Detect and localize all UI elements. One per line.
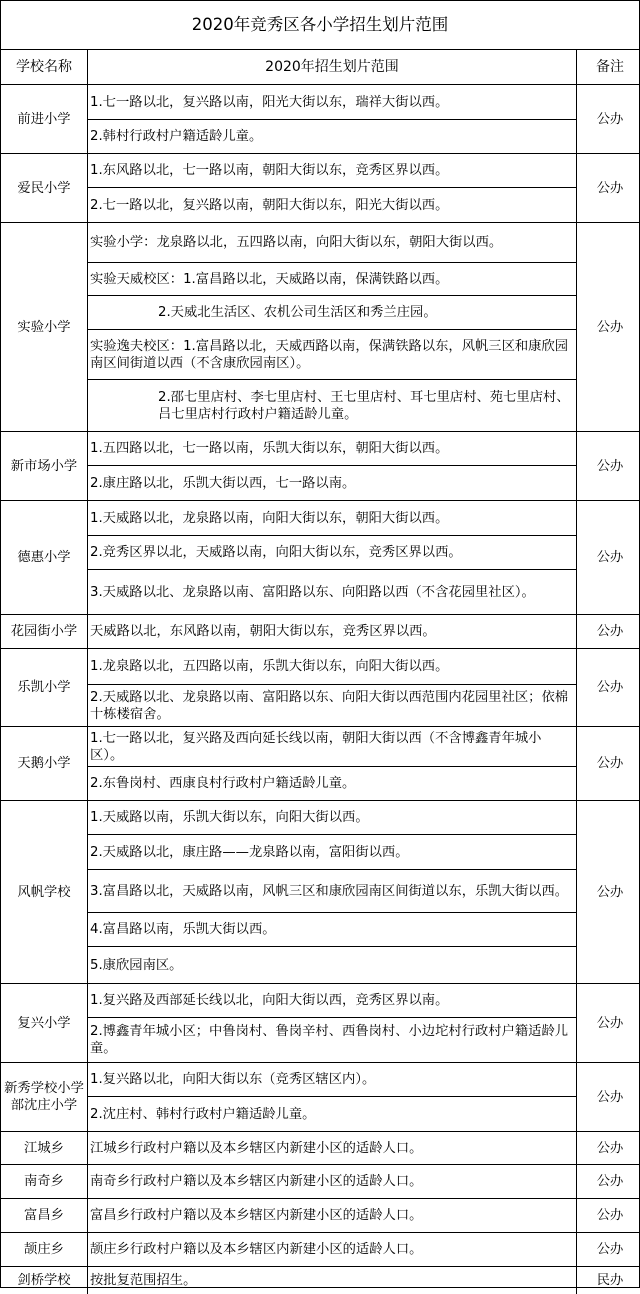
table-row — [1, 85, 640, 120]
note-cell: 公办 — [577, 649, 640, 727]
table-row — [1, 649, 640, 685]
table-row — [1, 501, 640, 536]
range-cell: 实验逸夫校区：1.富昌路以北，天威西路以南，保满铁路以东，风帆三区和康欣园南区间街道以西（不含康欣园南区）。 — [88, 330, 577, 380]
table-row — [1, 466, 640, 501]
table-row — [1, 801, 640, 835]
range-cell: 1.龙泉路以北，五四路以南，乐凯大街以东，向阳大街以西。 — [88, 649, 577, 685]
table-body — [1, 85, 640, 1294]
header-note: 备注 — [577, 50, 640, 85]
school-name-cell: 新市场小学 — [1, 432, 88, 501]
range-cell: 4.富昌路以南，乐凯大街以西。 — [88, 913, 577, 947]
table-row — [1, 263, 640, 296]
table-row — [1, 835, 640, 870]
school-name-cell: 花园街小学 — [1, 615, 88, 649]
range-cell: 2.天威北生活区、农机公司生活区和秀兰庄园。 — [88, 296, 577, 330]
table-row — [1, 615, 640, 649]
range-cell: 5.康欣园南区。 — [88, 947, 577, 984]
note-cell: 公办 — [577, 1233, 640, 1267]
range-cell: 1.五四路以北，七一路以南，乐凯大街以东，朝阳大街以西。 — [88, 432, 577, 466]
range-cell: 3.天威路以北、龙泉路以南、富阳路以东、向阳路以西（不含花园里社区）。 — [88, 570, 577, 615]
range-cell: 实验天威校区：1.富昌路以北，天威路以南，保满铁路以西。 — [88, 263, 577, 296]
range-cell: 1.东风路以北，七一路以南，朝阳大街以东，竞秀区界以西。 — [88, 154, 577, 188]
table-row — [1, 154, 640, 188]
note-cell: 公办 — [577, 432, 640, 501]
school-name-cell: 实验小学 — [1, 223, 88, 432]
table-row — [1, 296, 640, 330]
table-row — [1, 685, 640, 727]
table-row — [1, 380, 640, 432]
note-cell: 公办 — [577, 1199, 640, 1233]
range-cell: 1.复兴路及西部延长线以北，向阳大街以西，竞秀区界以南。 — [88, 984, 577, 1018]
table-row — [1, 913, 640, 947]
school-name-cell: 复兴小学 — [1, 984, 88, 1063]
header-school-name: 学校名称 — [1, 50, 88, 85]
range-cell: 2.沈庄村、韩村行政村户籍适龄儿童。 — [88, 1097, 577, 1132]
table-row — [1, 1199, 640, 1233]
table-row — [1, 120, 640, 154]
table-row — [1, 767, 640, 801]
range-cell: 实验小学：龙泉路以北，五四路以南，向阳大街以东，朝阳大街以西。 — [88, 223, 577, 263]
range-cell: 2.邵七里店村、李七里店村、王七里店村、耳七里店村、苑七里店村、吕七里店村行政村户籍适龄儿童。 — [88, 380, 577, 432]
school-name-cell: 江城乡 — [1, 1132, 88, 1165]
note-cell: 公办 — [577, 154, 640, 223]
range-cell: 2.东鲁岗村、西康良村行政村户籍适龄儿童。 — [88, 767, 577, 801]
school-name-cell: 爱民小学 — [1, 154, 88, 223]
note-cell: 民办 — [577, 1267, 640, 1294]
range-cell: 2.天威路以北、龙泉路以南、富阳路以东、向阳大街以西范围内花园里社区；依棉十栋楼宿舍。 — [88, 685, 577, 727]
school-name-cell: 新秀学校小学部沈庄小学 — [1, 1063, 88, 1132]
document-title: 2020年竞秀区各小学招生划片范围 — [1, 1, 639, 50]
table-row — [1, 727, 640, 767]
range-cell: 1.七一路以北，复兴路及西向延长线以南，朝阳大街以西（不含博鑫青年城小区）。 — [88, 727, 577, 767]
table-row — [1, 870, 640, 913]
note-cell: 公办 — [577, 85, 640, 154]
header-range: 2020年招生划片范围 — [88, 50, 577, 85]
table-row — [1, 1132, 640, 1165]
range-cell: 1.七一路以北，复兴路以南，阳光大街以东，瑞祥大街以西。 — [88, 85, 577, 120]
note-cell: 公办 — [577, 801, 640, 984]
note-cell: 公办 — [577, 1132, 640, 1165]
table-row — [1, 1097, 640, 1132]
school-name-cell: 风帆学校 — [1, 801, 88, 984]
range-cell: 天威路以北，东风路以南，朝阳大街以东，竞秀区界以西。 — [88, 615, 577, 649]
range-cell: 2.韩村行政村户籍适龄儿童。 — [88, 120, 577, 154]
note-cell: 公办 — [577, 727, 640, 801]
table-row — [1, 570, 640, 615]
table-row — [1, 1063, 640, 1097]
range-cell: 颉庄乡行政村户籍以及本乡辖区内新建小区的适龄人口。 — [88, 1233, 577, 1267]
school-name-cell: 颉庄乡 — [1, 1233, 88, 1267]
range-cell: 1.复兴路以北，向阳大街以东（竞秀区辖区内）。 — [88, 1063, 577, 1097]
note-cell: 公办 — [577, 1063, 640, 1132]
range-cell: 南奇乡行政村户籍以及本乡辖区内新建小区的适龄人口。 — [88, 1165, 577, 1199]
range-cell: 1.天威路以北，龙泉路以南，向阳大街以东，朝阳大街以西。 — [88, 501, 577, 536]
school-name-cell: 乐凯小学 — [1, 649, 88, 727]
table-row — [1, 1267, 640, 1294]
range-cell: 2.康庄路以北，乐凯大街以西，七一路以南。 — [88, 466, 577, 501]
table-row — [1, 330, 640, 380]
table-row — [1, 536, 640, 570]
note-cell: 公办 — [577, 223, 640, 432]
range-cell: 2.博鑫青年城小区；中鲁岗村、鲁岗辛村、西鲁岗村、小边坨村行政村户籍适龄儿童。 — [88, 1018, 577, 1063]
range-cell: 江城乡行政村户籍以及本乡辖区内新建小区的适龄人口。 — [88, 1132, 577, 1165]
table-row — [1, 1233, 640, 1267]
table-row — [1, 188, 640, 223]
school-name-cell: 前进小学 — [1, 85, 88, 154]
range-cell: 1.天威路以南，乐凯大街以东，向阳大街以西。 — [88, 801, 577, 835]
school-name-cell: 德惠小学 — [1, 501, 88, 615]
table-row — [1, 1018, 640, 1063]
table-row — [1, 432, 640, 466]
school-name-cell: 南奇乡 — [1, 1165, 88, 1199]
range-cell: 富昌乡行政村户籍以及本乡辖区内新建小区的适龄人口。 — [88, 1199, 577, 1233]
note-cell: 公办 — [577, 1165, 640, 1199]
note-cell: 公办 — [577, 615, 640, 649]
school-name-cell: 天鹅小学 — [1, 727, 88, 801]
table-row — [1, 947, 640, 984]
table-row — [1, 1165, 640, 1199]
enrollment-table — [1, 50, 640, 1294]
range-cell: 2.七一路以北，复兴路以南，朝阳大街以东，阳光大街以西。 — [88, 188, 577, 223]
range-cell: 按批复范围招生。 — [88, 1267, 577, 1294]
table-row — [1, 984, 640, 1018]
school-name-cell: 富昌乡 — [1, 1199, 88, 1233]
note-cell: 公办 — [577, 984, 640, 1063]
table-header-row — [1, 50, 640, 85]
range-cell: 2.天威路以北，康庄路——龙泉路以南，富阳街以西。 — [88, 835, 577, 870]
table-row — [1, 223, 640, 263]
school-name-cell: 剑桥学校 — [1, 1267, 88, 1294]
range-cell: 2.竞秀区界以北，天威路以南，向阳大街以东，竞秀区界以西。 — [88, 536, 577, 570]
range-cell: 3.富昌路以北，天威路以南，风帆三区和康欣园南区间街道以东，乐凯大街以西。 — [88, 870, 577, 913]
note-cell: 公办 — [577, 501, 640, 615]
